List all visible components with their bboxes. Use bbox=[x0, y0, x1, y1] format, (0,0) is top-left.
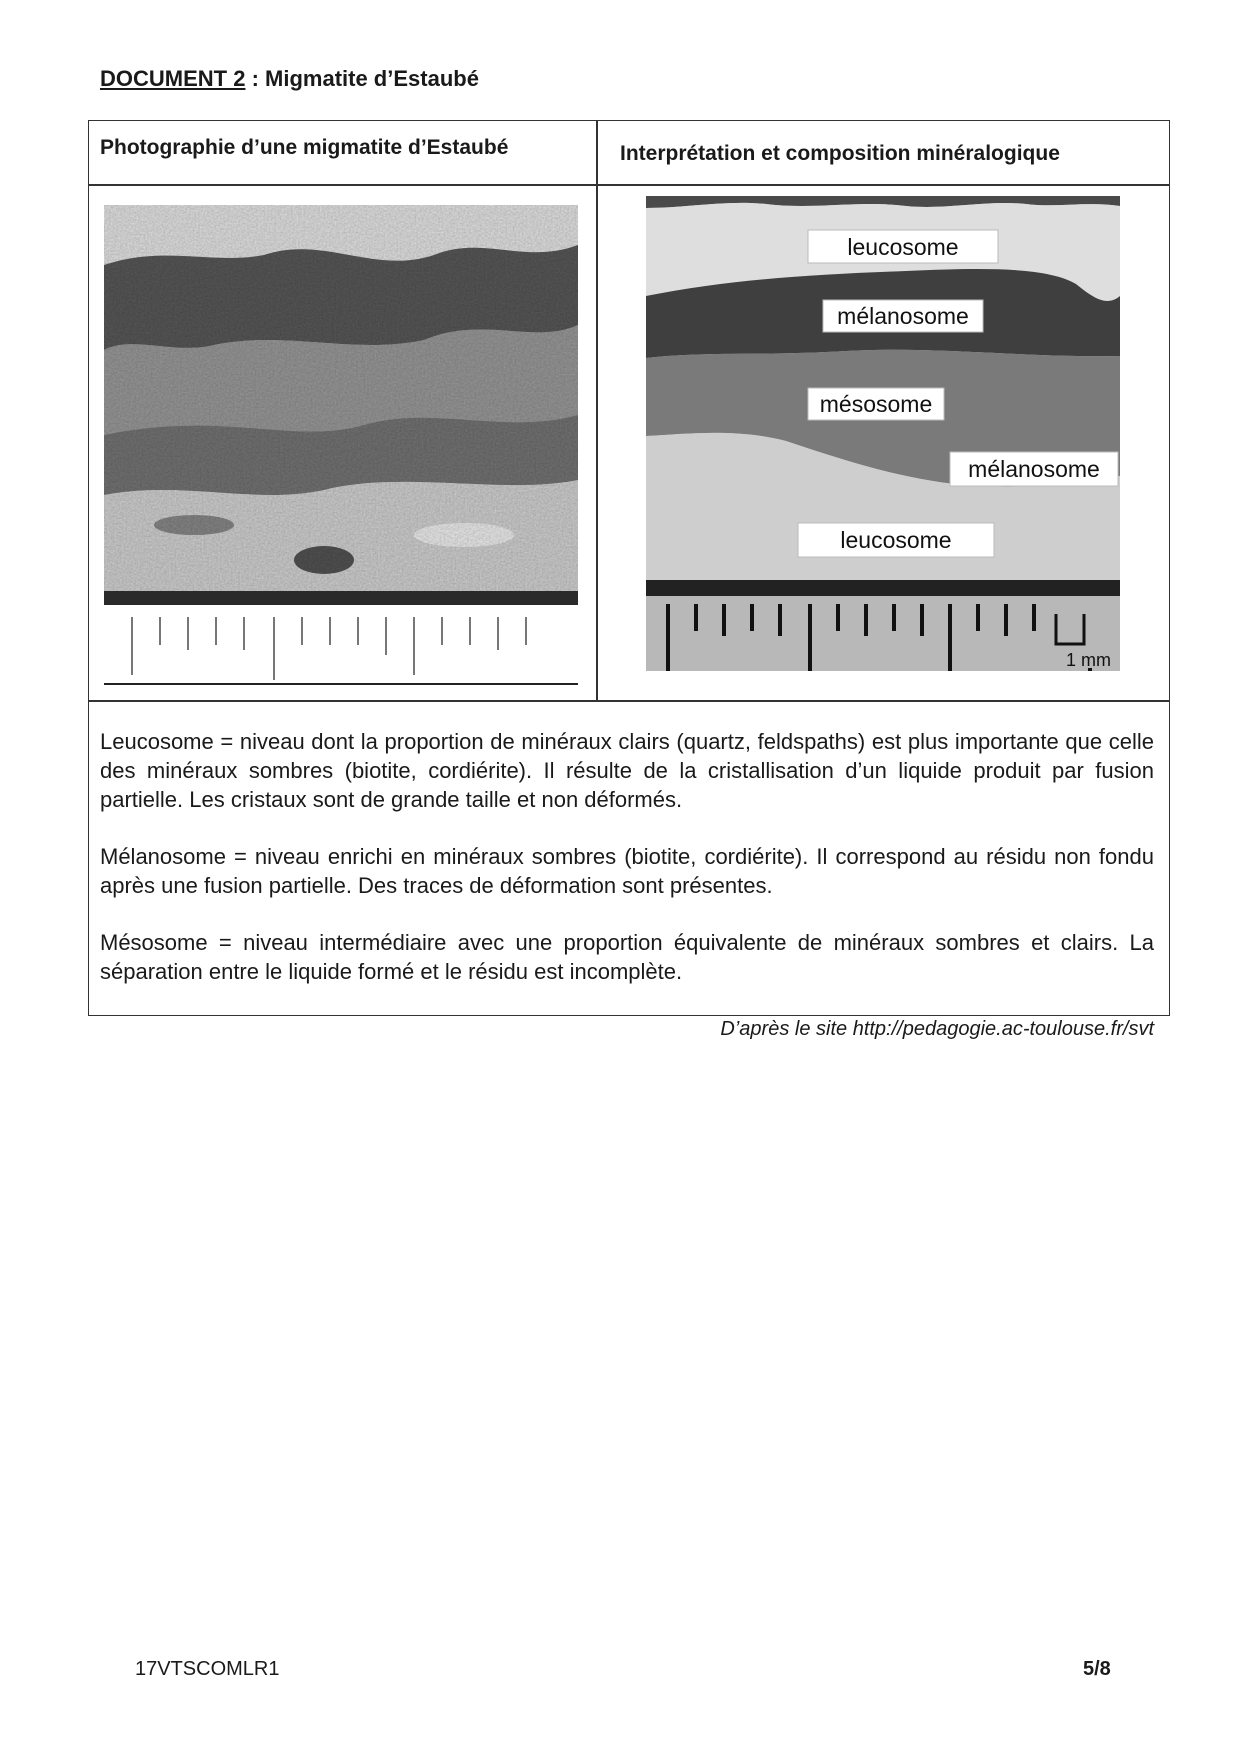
images-divider bbox=[88, 700, 1170, 702]
source-citation: D’après le site http://pedagogie.ac-toulouse.fr/svt bbox=[720, 1018, 1154, 1040]
document-title bbox=[100, 66, 479, 92]
title-separator: : bbox=[245, 66, 266, 91]
leucosome-description: Leucosome = niveau dont la proportion de minéraux clairs (quartz, feldspaths) est plus importante que celle des minéraux sombres (biotite, cordiérite). Il résulte de la cristallisation d’un liquide produit par fusion partielle. Les cristaux sont de grande taille et non déformés. bbox=[100, 729, 1154, 812]
label-leucosome-top bbox=[808, 230, 998, 263]
label-leucosome-bottom bbox=[798, 523, 994, 557]
page-number: 5/8 bbox=[1083, 1658, 1111, 1680]
label-leucosome-top-text: leucosome bbox=[847, 234, 959, 260]
exam-code: 17VTSCOMLR1 bbox=[135, 1658, 280, 1680]
header-divider bbox=[88, 184, 1170, 186]
label-melanosome-2-text: mélanosome bbox=[968, 456, 1100, 482]
label-mesosome bbox=[808, 388, 944, 420]
column-divider bbox=[596, 120, 598, 701]
label-melanosome-1 bbox=[823, 300, 983, 332]
melanosome-description: Mélanosome = niveau enrichi en minéraux sombres (biotite, cordiérite). Il correspond au résidu non fondu après une fusion partielle. Des traces de déformation sont présentes. bbox=[100, 844, 1154, 898]
scale-bar-label: 1 mm bbox=[1066, 650, 1111, 670]
document-subject: Migmatite d’Estaubé bbox=[265, 66, 479, 91]
label-leucosome-bottom-text: leucosome bbox=[840, 527, 952, 553]
interpretation-diagram bbox=[646, 196, 1120, 671]
label-melanosome-2 bbox=[950, 452, 1118, 486]
document-label: DOCUMENT 2 bbox=[100, 66, 246, 91]
label-melanosome-1-text: mélanosome bbox=[837, 303, 969, 329]
mesosome-description: Mésosome = niveau intermédiaire avec une proportion équivalente de minéraux sombres et clairs. La séparation entre le liquide formé et le résidu est incomplète. bbox=[100, 930, 1154, 984]
label-mesosome-text: mésosome bbox=[819, 391, 933, 417]
migmatite-photograph bbox=[104, 205, 578, 689]
photo-column-header: Photographie d’une migmatite d’Estaubé bbox=[100, 136, 509, 159]
interpretation-column-header: Interprétation et composition minéralogique bbox=[620, 142, 1060, 165]
